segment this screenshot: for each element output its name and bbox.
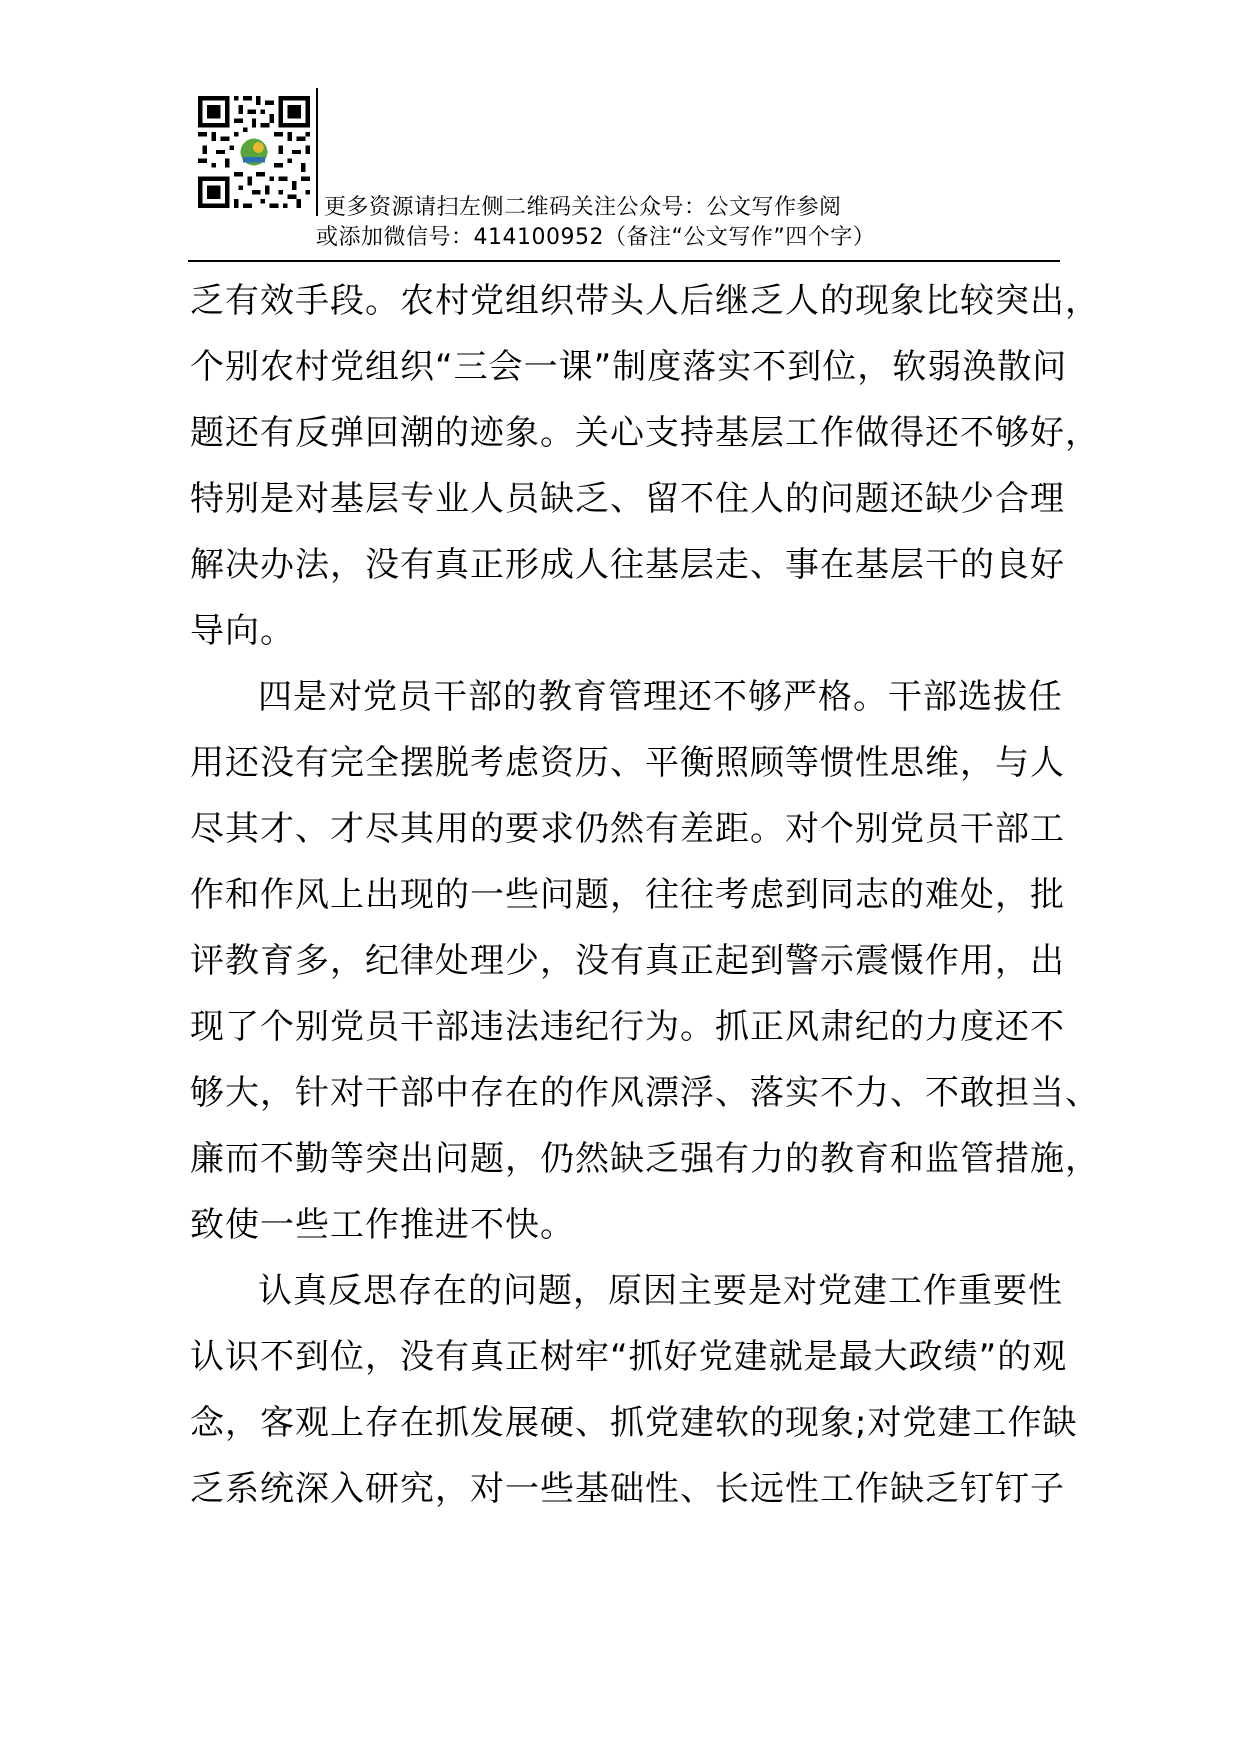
header-divider	[316, 88, 318, 216]
body-line: 认识不到位，没有真正树牢“抓好党建就是最大政绩”的观	[190, 1337, 1068, 1377]
body-line: 特别是对基层专业人员缺乏、留不住人的问题还缺少合理	[190, 479, 1065, 519]
body-line: 个别农村党组织“三会一课”制度落实不到位，软弱涣散问	[190, 347, 1068, 387]
body-line: 乏系统深入研究，对一些基础性、长远性工作缺乏钉钉子	[190, 1469, 1065, 1509]
qr-code-icon	[198, 96, 310, 208]
header-notice-line-1: 更多资源请扫左侧二维码关注公众号：公文写作参阅	[324, 195, 842, 220]
body-line: 用还没有完全摆脱考虑资历、平衡照顾等惯性思维，与人	[190, 743, 1065, 783]
body-line: 尽其才、才尽其用的要求仍然有差距。对个别党员干部工	[190, 809, 1065, 849]
body-line: 乏有效手段。农村党组织带头人后继乏人的现象比较突出，	[190, 281, 1100, 321]
body-line: 题还有反弹回潮的迹象。关心支持基层工作做得还不够好，	[190, 413, 1100, 453]
body-line: 评教育多，纪律处理少，没有真正起到警示震慑作用，出	[190, 941, 1065, 981]
header-notice-line-2: 或添加微信号：414100952（备注“公文写作”四个字）	[316, 225, 876, 250]
paragraph-first-line: 认真反思存在的问题，原因主要是对党建工作重要性	[258, 1271, 1063, 1311]
body-line: 致使一些工作推进不快。	[190, 1205, 575, 1245]
body-line: 够大，针对干部中存在的作风漂浮、落实不力、不敢担当、	[190, 1073, 1100, 1113]
document-body	[190, 268, 1100, 1522]
body-line: 导向。	[190, 611, 295, 651]
body-line: 现了个别党员干部违法违纪行为。抓正风肃纪的力度还不	[190, 1007, 1065, 1047]
body-line: 作和作风上出现的一些问题，往往考虑到同志的难处，批	[190, 875, 1065, 915]
page-header	[188, 88, 1060, 264]
body-line: 解决办法，没有真正形成人往基层走、事在基层干的良好	[190, 545, 1065, 585]
paragraph-first-line: 四是对党员干部的教育管理还不够严格。干部选拔任	[258, 677, 1063, 717]
body-line: 廉而不勤等突出问题，仍然缺乏强有力的教育和监管措施，	[190, 1139, 1100, 1179]
body-line: 念，客观上存在抓发展硬、抓党建软的现象;对党建工作缺	[190, 1403, 1078, 1443]
header-rule	[188, 260, 1060, 262]
